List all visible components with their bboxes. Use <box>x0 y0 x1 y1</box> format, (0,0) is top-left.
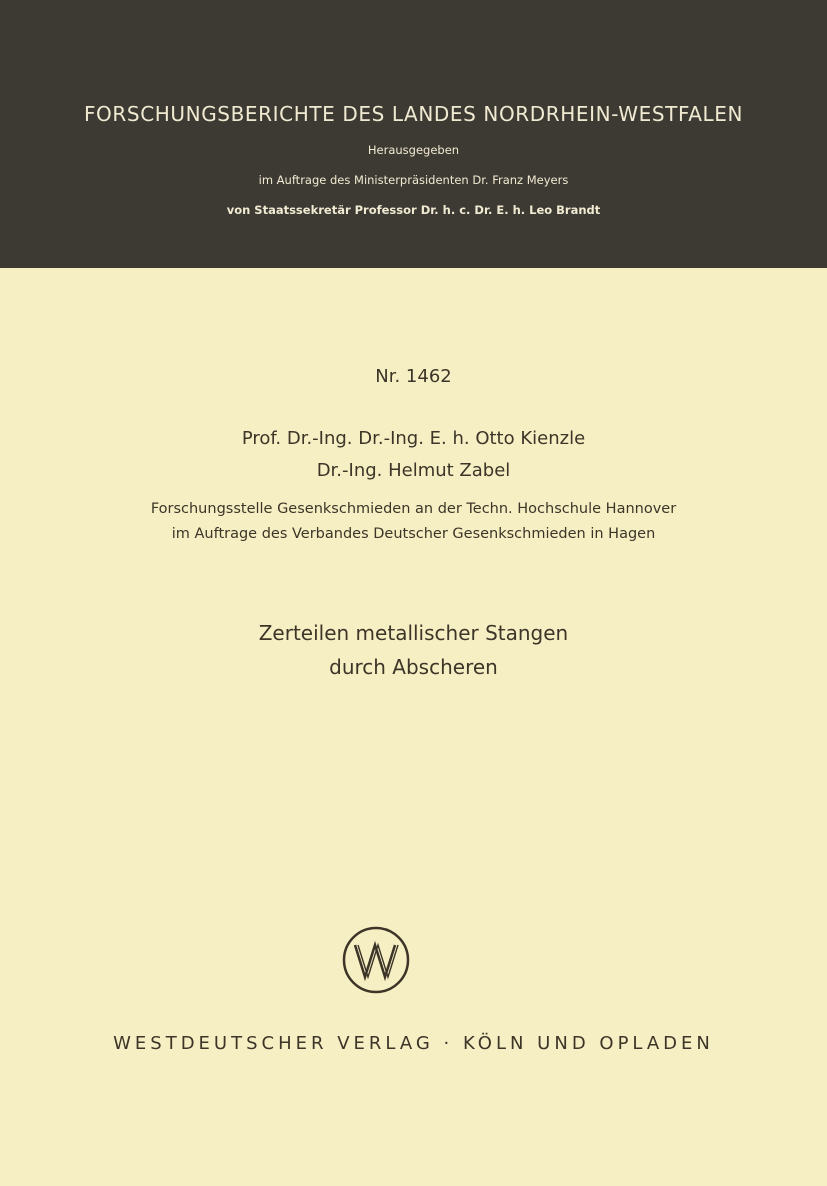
institution-line-1: Forschungsstelle Gesenkschmieden an der Techn. Hochschule Hannover <box>150 501 677 517</box>
series-header-band <box>0 0 827 268</box>
institution-line-2: im Auftrage des Verbandes Deutscher Gesenkschmieden in Hagen <box>171 526 656 542</box>
report-number: Nr. 1462 <box>375 366 452 387</box>
series-title: FORSCHUNGSBERICHTE DES LANDES NORDRHEIN-WESTFALEN <box>83 102 744 126</box>
book-title-line-2: durch Abscheren <box>329 655 498 679</box>
book-title-line-1: Zerteilen metallischer Stangen <box>258 621 569 645</box>
westdeutscher-verlag-w-logo-icon <box>341 925 411 995</box>
editor-line-1: Herausgegeben <box>367 143 460 157</box>
publisher-line: WESTDEUTSCHER VERLAG · KÖLN UND OPLADEN <box>113 1033 714 1054</box>
author-2: Dr.-Ing. Helmut Zabel <box>316 460 511 481</box>
editor-line-3: von Staatssekretär Professor Dr. h. c. Dr. E. h. Leo Brandt <box>226 203 601 217</box>
editor-line-2: im Auftrage des Ministerpräsidenten Dr. Franz Meyers <box>258 173 569 187</box>
author-1: Prof. Dr.-Ing. Dr.-Ing. E. h. Otto Kienzle <box>241 428 586 449</box>
